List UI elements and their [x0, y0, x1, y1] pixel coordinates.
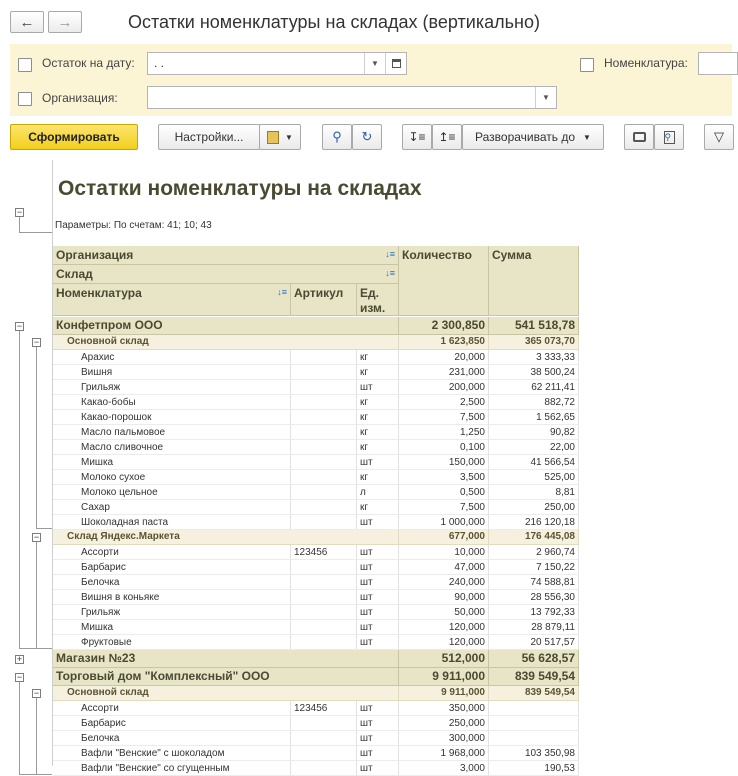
cell-nomenclature: Основной склад: [53, 686, 399, 700]
cell-article: [291, 440, 357, 455]
table-row[interactable]: [53, 410, 579, 425]
group-row-organization[interactable]: [53, 668, 579, 686]
organization-field[interactable]: [147, 86, 557, 109]
table-row[interactable]: [53, 440, 579, 455]
forward-button[interactable]: [48, 11, 82, 33]
table-row[interactable]: [53, 731, 579, 746]
nomenclature-label: Номенклатура:: [604, 56, 688, 70]
cell-sum: 839 549,54: [489, 668, 579, 685]
cell-sum: 20 517,57: [489, 635, 579, 650]
organization-dropdown-button[interactable]: [535, 87, 556, 108]
chevron-down-icon: ▼: [285, 132, 293, 142]
date-value: . .: [154, 56, 165, 70]
expand-to-button[interactable]: [462, 124, 604, 150]
chevron-down-icon: ▼: [583, 132, 591, 142]
cell-sum: 8,81: [489, 485, 579, 500]
header-quantity[interactable]: Количество: [399, 246, 489, 316]
cell-nomenclature: Грильяж: [53, 380, 291, 395]
cell-sum: [489, 731, 579, 746]
cell-nomenclature: Вишня: [53, 365, 291, 380]
cell-nomenclature: Мишка: [53, 455, 291, 470]
cell-quantity: 7,500: [399, 500, 489, 515]
cell-nomenclature: Грильяж: [53, 605, 291, 620]
cell-quantity: 20,000: [399, 350, 489, 365]
cell-nomenclature: Вафли "Венские" со сгущенным: [53, 761, 291, 776]
cell-quantity: 7,500: [399, 410, 489, 425]
cell-sum: 28 556,30: [489, 590, 579, 605]
chevron-down-icon: ▼: [542, 93, 550, 102]
organization-label: Организация:: [42, 91, 118, 105]
cell-unit: шт: [357, 380, 399, 395]
cell-unit: шт: [357, 605, 399, 620]
table-row[interactable]: [53, 425, 579, 440]
tree-line: [36, 698, 37, 774]
header-organization-label: Организация: [56, 248, 134, 262]
sort-ascending-button[interactable]: [432, 124, 462, 150]
cell-quantity: 2 300,850: [399, 317, 489, 334]
cell-sum: 13 792,33: [489, 605, 579, 620]
cell-unit: шт: [357, 545, 399, 560]
cell-sum: 839 549,54: [489, 686, 579, 700]
cell-unit: л: [357, 485, 399, 500]
cell-unit: шт: [357, 620, 399, 635]
tree-line: [19, 232, 52, 233]
cell-unit: кг: [357, 440, 399, 455]
cell-sum: 41 566,54: [489, 455, 579, 470]
cell-article: [291, 590, 357, 605]
cell-nomenclature: Мишка: [53, 620, 291, 635]
cell-quantity: 512,000: [399, 650, 489, 667]
cell-article: [291, 560, 357, 575]
cell-quantity: 240,000: [399, 575, 489, 590]
cell-article: [291, 635, 357, 650]
cell-sum: 1 562,65: [489, 410, 579, 425]
cell-article: [291, 425, 357, 440]
date-field[interactable]: [147, 52, 407, 75]
cell-sum: 250,00: [489, 500, 579, 515]
table-row[interactable]: [53, 515, 579, 530]
window-title: Остатки номенклатуры на складах (вертикально): [128, 12, 540, 32]
tree-line: [36, 528, 52, 529]
header-article[interactable]: Артикул: [291, 284, 357, 316]
header-nomenclature[interactable]: [53, 284, 291, 316]
cell-article: [291, 365, 357, 380]
cell-quantity: 9 911,000: [399, 686, 489, 700]
table-row[interactable]: [53, 746, 579, 761]
cell-article: [291, 350, 357, 365]
print-preview-icon: ⚲: [664, 131, 675, 144]
settings-button[interactable]: Настройки...: [158, 124, 260, 150]
cell-sum: 90,82: [489, 425, 579, 440]
cell-unit: шт: [357, 716, 399, 731]
cell-sum: [489, 716, 579, 731]
cell-article: [291, 620, 357, 635]
cell-unit: шт: [357, 560, 399, 575]
cell-nomenclature: Магазин №23: [53, 650, 399, 667]
organization-checkbox[interactable]: [18, 92, 32, 106]
cell-sum: 7 150,22: [489, 560, 579, 575]
cell-nomenclature: Основной склад: [53, 335, 399, 349]
tree-line: [36, 648, 52, 649]
tree-line: [19, 331, 20, 648]
tree-line: [36, 774, 52, 775]
date-label: Остаток на дату:: [42, 56, 135, 70]
cell-sum: 28 879,11: [489, 620, 579, 635]
cell-nomenclature: Вафли "Венские" с шоколадом: [53, 746, 291, 761]
sort-descending-button[interactable]: [402, 124, 432, 150]
cell-unit: шт: [357, 515, 399, 530]
table-row[interactable]: [53, 500, 579, 515]
table-row[interactable]: [53, 575, 579, 590]
search-button[interactable]: [322, 124, 352, 150]
cell-quantity: 120,000: [399, 620, 489, 635]
collapse-toggle[interactable]: −: [33, 337, 40, 347]
search-refresh-icon: ↻: [361, 129, 373, 144]
cell-quantity: 3,000: [399, 761, 489, 776]
generate-button[interactable]: Сформировать: [10, 124, 138, 150]
group-row-warehouse[interactable]: [53, 530, 579, 545]
cell-nomenclature: Молоко сухое: [53, 470, 291, 485]
cell-nomenclature: Фруктовые: [53, 635, 291, 650]
cell-nomenclature: Белочка: [53, 731, 291, 746]
sort-icon: ↓≡: [385, 268, 395, 278]
cell-quantity: 1 968,000: [399, 746, 489, 761]
report-parameters: Параметры: По счетам: 41; 10; 43: [55, 220, 212, 231]
cell-sum: [489, 701, 579, 716]
cell-nomenclature: Белочка: [53, 575, 291, 590]
print-button[interactable]: [624, 124, 654, 150]
table-row[interactable]: [53, 560, 579, 575]
chevron-down-icon: ▼: [371, 59, 379, 68]
search-next-button[interactable]: [352, 124, 382, 150]
group-row-organization[interactable]: [53, 317, 579, 335]
cell-sum: 22,00: [489, 440, 579, 455]
table-row[interactable]: [53, 716, 579, 731]
cell-sum: 525,00: [489, 470, 579, 485]
cell-article: [291, 410, 357, 425]
cell-article: [291, 500, 357, 515]
cell-sum: 2 960,74: [489, 545, 579, 560]
table-row[interactable]: [53, 605, 579, 620]
cell-sum: 103 350,98: [489, 746, 579, 761]
cell-nomenclature: Барбарис: [53, 560, 291, 575]
expand-toggle[interactable]: +: [16, 654, 23, 664]
header-nomenclature-label: Номенклатура: [56, 286, 142, 300]
cell-article: [291, 455, 357, 470]
date-dropdown-button[interactable]: [364, 53, 385, 74]
cell-unit: кг: [357, 470, 399, 485]
cell-unit: кг: [357, 410, 399, 425]
cell-nomenclature: Какао-бобы: [53, 395, 291, 410]
table-row[interactable]: [53, 485, 579, 500]
cell-article: [291, 380, 357, 395]
calendar-icon: [392, 59, 401, 68]
cell-article: [291, 746, 357, 761]
table-row[interactable]: [53, 470, 579, 485]
table-row[interactable]: [53, 380, 579, 395]
cell-quantity: 1,250: [399, 425, 489, 440]
cell-unit: шт: [357, 701, 399, 716]
collapse-toggle[interactable]: −: [33, 688, 40, 698]
cell-quantity: 350,000: [399, 701, 489, 716]
table-row[interactable]: [53, 635, 579, 650]
search-icon: ⚲: [332, 129, 342, 144]
cell-quantity: 0,100: [399, 440, 489, 455]
cell-article: [291, 716, 357, 731]
cell-quantity: 0,500: [399, 485, 489, 500]
cell-unit: шт: [357, 761, 399, 776]
report-area: [10, 160, 732, 774]
cell-quantity: 3,500: [399, 470, 489, 485]
cell-sum: 176 445,08: [489, 530, 579, 544]
group-row-warehouse[interactable]: [53, 686, 579, 701]
cell-sum: 190,53: [489, 761, 579, 776]
table-row[interactable]: [53, 365, 579, 380]
cell-nomenclature: Конфетпром ООО: [53, 317, 399, 334]
cell-article: [291, 470, 357, 485]
cell-nomenclature: Какао-порошок: [53, 410, 291, 425]
cell-article: [291, 605, 357, 620]
cell-sum: 216 120,18: [489, 515, 579, 530]
tree-line: [19, 682, 20, 774]
cell-sum: 56 628,57: [489, 650, 579, 667]
cell-quantity: 50,000: [399, 605, 489, 620]
cell-unit: шт: [357, 590, 399, 605]
cell-nomenclature: Молоко цельное: [53, 485, 291, 500]
cell-sum: 3 333,33: [489, 350, 579, 365]
cell-article: [291, 731, 357, 746]
header-warehouse[interactable]: [53, 265, 399, 284]
clipboard-icon: [267, 131, 279, 144]
back-button[interactable]: [10, 11, 44, 33]
cell-nomenclature: Арахис: [53, 350, 291, 365]
cell-article: [291, 485, 357, 500]
cell-unit: кг: [357, 395, 399, 410]
report-collapse-toggle[interactable]: −: [16, 207, 23, 217]
variant-button[interactable]: [259, 124, 301, 150]
expand-to-label: Разворачивать до: [475, 130, 576, 144]
table-row[interactable]: [53, 545, 579, 560]
filter-icon: ▽: [714, 129, 724, 144]
print-preview-button[interactable]: [654, 124, 684, 150]
cell-unit: кг: [357, 365, 399, 380]
cell-nomenclature: Склад Яндекс.Маркета: [53, 530, 399, 544]
cell-quantity: 1 623,850: [399, 335, 489, 349]
cell-unit: кг: [357, 425, 399, 440]
cell-article: 123456: [291, 701, 357, 716]
cell-unit: шт: [357, 746, 399, 761]
printer-icon: [633, 132, 646, 142]
cell-nomenclature: Шоколадная паста: [53, 515, 291, 530]
cell-article: 123456: [291, 545, 357, 560]
cell-nomenclature: Масло пальмовое: [53, 425, 291, 440]
cell-sum: 365 073,70: [489, 335, 579, 349]
collapse-toggle[interactable]: −: [16, 672, 23, 682]
sort-up-icon: ↥≡: [438, 130, 456, 144]
cell-nomenclature: Ассорти: [53, 701, 291, 716]
cell-unit: кг: [357, 500, 399, 515]
collapse-toggle[interactable]: −: [16, 321, 23, 331]
group-row-warehouse[interactable]: [53, 335, 579, 350]
arrow-right-icon: →: [57, 13, 73, 31]
calendar-button[interactable]: [385, 53, 406, 74]
tree-line: [36, 542, 37, 648]
cell-nomenclature: Сахар: [53, 500, 291, 515]
header-sum[interactable]: Сумма: [489, 246, 579, 316]
sort-icon: ↓≡: [385, 249, 395, 259]
cell-quantity: 10,000: [399, 545, 489, 560]
table-row[interactable]: [53, 701, 579, 716]
header-organization[interactable]: [53, 246, 399, 265]
cell-quantity: 2,500: [399, 395, 489, 410]
cell-quantity: 300,000: [399, 731, 489, 746]
collapse-toggle[interactable]: −: [33, 532, 40, 542]
cell-unit: шт: [357, 635, 399, 650]
cell-quantity: 250,000: [399, 716, 489, 731]
filter-button[interactable]: [704, 124, 734, 150]
cell-unit: шт: [357, 731, 399, 746]
cell-sum: 38 500,24: [489, 365, 579, 380]
cell-unit: шт: [357, 455, 399, 470]
cell-nomenclature: Торговый дом "Комплексный" ООО: [53, 668, 399, 685]
cell-quantity: 120,000: [399, 635, 489, 650]
cell-quantity: 677,000: [399, 530, 489, 544]
cell-sum: 62 211,41: [489, 380, 579, 395]
header-warehouse-label: Склад: [56, 267, 93, 281]
header-unit[interactable]: Ед. изм.: [357, 284, 399, 316]
cell-nomenclature: Вишня в коньяке: [53, 590, 291, 605]
group-row-organization[interactable]: [53, 650, 579, 668]
cell-sum: 882,72: [489, 395, 579, 410]
table-row[interactable]: [53, 395, 579, 410]
cell-quantity: 90,000: [399, 590, 489, 605]
cell-article: [291, 515, 357, 530]
cell-unit: шт: [357, 575, 399, 590]
table-row[interactable]: [53, 590, 579, 605]
table-row[interactable]: [53, 455, 579, 470]
nomenclature-field[interactable]: [698, 52, 738, 75]
cell-article: [291, 395, 357, 410]
cell-unit: кг: [357, 350, 399, 365]
cell-nomenclature: Масло сливочное: [53, 440, 291, 455]
cell-quantity: 231,000: [399, 365, 489, 380]
cell-sum: 74 588,81: [489, 575, 579, 590]
nomenclature-checkbox[interactable]: [580, 58, 594, 72]
cell-quantity: 1 000,000: [399, 515, 489, 530]
report-title: Остатки номенклатуры на складах: [58, 177, 422, 200]
cell-article: [291, 761, 357, 776]
cell-article: [291, 575, 357, 590]
cell-quantity: 200,000: [399, 380, 489, 395]
tree-line: [36, 347, 37, 528]
sort-icon: ↓≡: [277, 287, 287, 297]
table-row[interactable]: [53, 620, 579, 635]
cell-nomenclature: Ассорти: [53, 545, 291, 560]
cell-sum: 541 518,78: [489, 317, 579, 334]
sort-down-icon: ↧≡: [408, 130, 426, 144]
table-row[interactable]: [53, 350, 579, 365]
parameters-panel: [10, 44, 732, 116]
tree-line: [19, 217, 20, 233]
cell-quantity: 9 911,000: [399, 668, 489, 685]
cell-quantity: 47,000: [399, 560, 489, 575]
cell-quantity: 150,000: [399, 455, 489, 470]
table-row[interactable]: [53, 761, 579, 776]
cell-nomenclature: Барбарис: [53, 716, 291, 731]
date-checkbox[interactable]: [18, 58, 32, 72]
arrow-left-icon: ←: [19, 13, 35, 31]
